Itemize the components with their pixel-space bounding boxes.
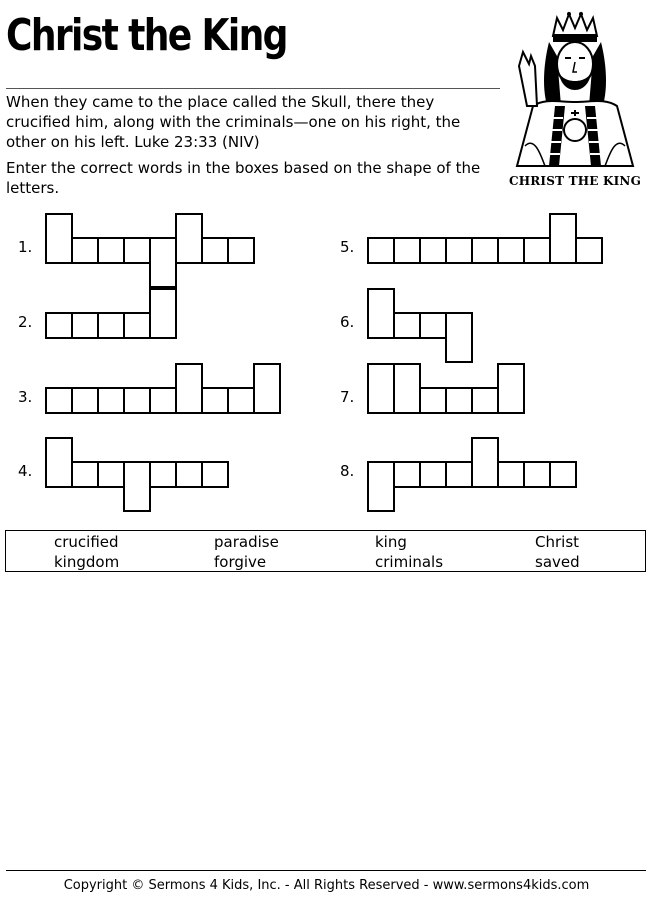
letter-box-short[interactable]: [150, 462, 176, 487]
letter-box-low[interactable]: [150, 238, 176, 287]
letter-box-short[interactable]: [446, 238, 472, 263]
illustration-caption: CHRIST THE KING: [508, 174, 642, 188]
worksheet-title: Christ the King: [6, 10, 287, 61]
letter-box-low[interactable]: [446, 313, 472, 362]
letter-box-short[interactable]: [202, 388, 228, 413]
letter-box-short[interactable]: [176, 462, 202, 487]
letter-box-short[interactable]: [98, 388, 124, 413]
christ-king-illustration: [505, 6, 645, 186]
letter-box-group[interactable]: [340, 435, 640, 515]
letter-box-short[interactable]: [420, 238, 446, 263]
puzzle-number: 2.: [18, 313, 33, 331]
letter-box-short[interactable]: [98, 238, 124, 263]
letter-box-tall[interactable]: [254, 364, 280, 413]
bible-verse: When they came to the place called the Skull, there they crucified him, along with the criminals—one on his right, the other on his left. Luke 23:33 (NIV): [6, 93, 461, 151]
letter-box-group[interactable]: [18, 211, 318, 291]
puzzle-number: 4.: [18, 462, 33, 480]
letter-box-short[interactable]: [498, 462, 524, 487]
letter-box-short[interactable]: [202, 462, 228, 487]
letter-box-short[interactable]: [228, 238, 254, 263]
letter-box-short[interactable]: [550, 462, 576, 487]
letter-box-short[interactable]: [472, 388, 498, 413]
copyright-footer: Copyright © Sermons 4 Kids, Inc. - All Rights Reserved - www.sermons4kids.com: [63, 878, 590, 893]
letter-box-group[interactable]: [18, 286, 318, 366]
letter-box-tall[interactable]: [150, 289, 176, 338]
letter-box-short[interactable]: [576, 238, 602, 263]
letter-box-short[interactable]: [420, 388, 446, 413]
letter-box-tall[interactable]: [498, 364, 524, 413]
letter-box-short[interactable]: [524, 462, 550, 487]
letter-box-group[interactable]: [340, 286, 640, 366]
letter-box-short[interactable]: [98, 313, 124, 338]
puzzle-number: 6.: [340, 313, 355, 331]
letter-box-short[interactable]: [446, 462, 472, 487]
puzzle-number: 5.: [340, 238, 355, 256]
puzzle-number: 8.: [340, 462, 355, 480]
letter-box-short[interactable]: [498, 238, 524, 263]
letter-box-low[interactable]: [368, 462, 394, 511]
letter-box-tall[interactable]: [46, 214, 72, 263]
word-bank-item: Christ: [535, 533, 580, 551]
word-bank: [5, 530, 646, 572]
letter-box-short[interactable]: [124, 313, 150, 338]
puzzle-4: [18, 462, 338, 532]
letter-box-short[interactable]: [524, 238, 550, 263]
letter-box-short[interactable]: [72, 388, 98, 413]
letter-box-tall[interactable]: [368, 289, 394, 338]
puzzle-8: [340, 462, 653, 532]
letter-box-short[interactable]: [420, 313, 446, 338]
letter-box-short[interactable]: [394, 313, 420, 338]
letter-box-tall[interactable]: [394, 364, 420, 413]
word-bank-item: king: [375, 533, 407, 551]
letter-box-tall[interactable]: [550, 214, 576, 263]
word-bank-item: saved: [535, 553, 580, 571]
letter-box-short[interactable]: [72, 313, 98, 338]
letter-box-short[interactable]: [124, 388, 150, 413]
letter-box-group[interactable]: [340, 211, 640, 291]
letter-box-short[interactable]: [150, 388, 176, 413]
letter-box-short[interactable]: [124, 238, 150, 263]
word-bank-item: paradise: [214, 533, 279, 551]
footer-divider: [6, 870, 646, 871]
instructions: Enter the correct words in the boxes based on the shape of the letters.: [6, 159, 481, 197]
letter-box-tall[interactable]: [368, 364, 394, 413]
letter-box-short[interactable]: [46, 388, 72, 413]
letter-box-short[interactable]: [446, 388, 472, 413]
letter-box-short[interactable]: [72, 462, 98, 487]
letter-box-short[interactable]: [368, 238, 394, 263]
word-bank-item: criminals: [375, 553, 444, 571]
puzzle-number: 3.: [18, 388, 33, 406]
letter-box-short[interactable]: [472, 238, 498, 263]
word-bank-item: crucified: [54, 533, 119, 551]
christ-king-drawing: [505, 6, 645, 176]
letter-box-short[interactable]: [394, 238, 420, 263]
puzzle-number: 1.: [18, 238, 33, 256]
letter-box-tall[interactable]: [46, 438, 72, 487]
letter-box-group[interactable]: [18, 361, 318, 441]
word-bank-item: forgive: [214, 553, 267, 571]
word-bank-item: kingdom: [54, 553, 120, 571]
puzzle-number: 7.: [340, 388, 355, 406]
letter-box-short[interactable]: [46, 313, 72, 338]
letter-box-short[interactable]: [72, 238, 98, 263]
letter-box-tall[interactable]: [176, 214, 202, 263]
letter-box-short[interactable]: [98, 462, 124, 487]
letter-box-short[interactable]: [228, 388, 254, 413]
letter-box-tall[interactable]: [176, 364, 202, 413]
letter-box-low[interactable]: [124, 462, 150, 511]
letter-box-group[interactable]: [18, 435, 318, 515]
letter-box-short[interactable]: [202, 238, 228, 263]
letter-box-short[interactable]: [420, 462, 446, 487]
letter-box-group[interactable]: [340, 361, 640, 441]
letter-box-tall[interactable]: [472, 438, 498, 487]
title-divider: [6, 88, 500, 89]
letter-box-short[interactable]: [394, 462, 420, 487]
